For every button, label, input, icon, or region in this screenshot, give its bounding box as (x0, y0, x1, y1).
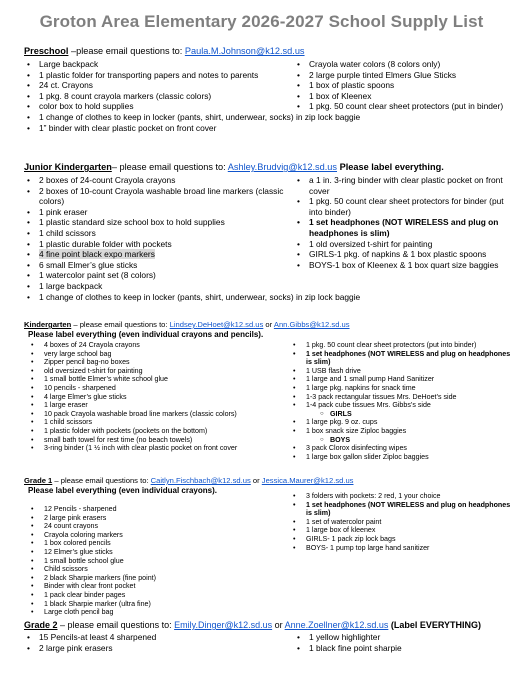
jk-email-link[interactable]: Ashley.Brudvig@k12.sd.us (227, 162, 338, 172)
page-title: Groton Area Elementary 2026-2027 School Supply List (39, 12, 484, 31)
g1-left-list (24, 505, 286, 617)
list-item: • 1 black fine point sharpie (294, 643, 509, 654)
list-item: • 1-4 pack cube tissues Mrs. Gibbs’s side (286, 401, 511, 410)
preschool-intro: –please email questions to: (68, 46, 185, 56)
kg-note: Please label everything (even individual crayons and pencils). (28, 330, 264, 339)
preschool-right-list (294, 59, 509, 112)
list-item: • color box to hold supplies (24, 101, 286, 112)
list-item: • Child scissors (24, 565, 286, 574)
list-item: • 4 large Elmer’s glue sticks (24, 393, 286, 402)
list-item: • 12 Elmer’s glue sticks (24, 548, 286, 557)
list-item: • GIRLS- 1 pack zip lock bags (286, 535, 511, 544)
list-item: • very large school bag (24, 350, 286, 359)
g2-email-link-1[interactable]: Emily.Dinger@k12.sd.us (174, 620, 273, 630)
g2-right-list (294, 632, 509, 653)
kg-header (24, 320, 350, 329)
g1-email-link-2[interactable]: Jessica.Maurer@k12.sd.us (261, 476, 354, 485)
kg-left-list (24, 341, 286, 453)
list-item: • 1 large box of kleenex (286, 526, 511, 535)
list-item: • 1 plastic durable folder with pockets (24, 239, 286, 250)
list-item: • 1 set headphones (NOT WIRELESS and plug on headphones is slim) (286, 501, 511, 518)
list-item: • 1 change of clothes to keep in locker (pants, shirt, underwear, socks) in zip lock baggie (24, 112, 499, 123)
list-item: • 24 ct. Crayons (24, 80, 286, 91)
list-item: • 1” binder with clear plastic pocket on front cover (24, 123, 499, 134)
list-item-sub: ○ BOYS (286, 436, 511, 445)
list-item: • 2 boxes of 24-count Crayola crayons (24, 175, 286, 186)
preschool-header (24, 46, 305, 56)
list-item: • 1 large and 1 small pump Hand Sanitizer (286, 375, 511, 384)
g2-left-list (24, 632, 286, 653)
list-item: • Large backpack (24, 59, 286, 70)
list-item: • 24 count crayons (24, 522, 286, 531)
g1-note: Please label everything (even individual crayons). (28, 486, 217, 495)
list-item: • 1 set headphones (NOT WIRELESS and plug on headphones is slim) (294, 217, 509, 238)
list-item: • 3 pack Clorox disinfecting wipes (286, 444, 511, 453)
preschool-email-link[interactable]: Paula.M.Johnson@k12.sd.us (184, 46, 305, 56)
list-item: • 12 Pencils - sharpened (24, 505, 286, 514)
list-item: • 1 pkg. 50 count clear sheet protectors (put into binder) (286, 341, 511, 350)
list-item: • 2 large purple tinted Elmers Glue Sticks (294, 70, 509, 81)
list-item: • small bath towel for rest time (no beach towels) (24, 436, 286, 445)
jk-right-list (294, 175, 509, 270)
list-item: • 3-ring binder (1 ½ inch with clear plastic pocket on front cover (24, 444, 286, 453)
list-item: • 1 box of plastic spoons (294, 80, 509, 91)
list-item: • 1 small bottle school glue (24, 557, 286, 566)
list-item: • 1 small bottle Elmer’s white school glue (24, 375, 286, 384)
kg-email-link-1[interactable]: Lindsey.DeHoet@k12.sd.us (169, 320, 264, 329)
list-item: • Binder with clear front pocket (24, 582, 286, 591)
list-item: • Crayola water colors (8 colors only) (294, 59, 509, 70)
list-item: • 1 pkg. 50 count clear sheet protectors for binder (put into binder) (294, 196, 509, 217)
kg-right-list (286, 341, 511, 461)
jk-left-list (24, 175, 361, 302)
list-item: • 1 plastic folder for transporting papers and notes to parents (24, 70, 286, 81)
list-item: • 1 USB flash drive (286, 367, 511, 376)
list-item: • 1 set headphones (NOT WIRELESS and plug on headphones is slim) (286, 350, 511, 367)
g1-heading: Grade 1 (24, 476, 53, 485)
list-item: • 1 box snack size Ziploc baggies (286, 427, 511, 436)
list-item: • 1 pkg. 8 count crayola markers (classic colors) (24, 91, 286, 102)
list-item: • GIRLS-1 pkg. of napkins & 1 box plastic spoons (294, 249, 509, 260)
g2-header (24, 620, 481, 630)
g2-or: or (272, 620, 285, 630)
list-item (24, 249, 286, 260)
jk-heading: Junior Kindergarten (24, 162, 112, 172)
highlighted-text: 4 fine point black expo markers (39, 249, 155, 260)
list-item: • 2 black Sharpie markers (fine point) (24, 574, 286, 583)
list-item: • 1 large pkg. 9 oz. cups (286, 418, 511, 427)
list-item: • 1 black Sharpie marker (ultra fine) (24, 600, 286, 609)
list-item: • 1 large eraser (24, 401, 286, 410)
g1-right-list (286, 492, 511, 552)
list-item: • 2 boxes of 10-count Crayola washable broad line markers (classic colors) (24, 186, 286, 207)
jk-intro: – please email questions to: (111, 162, 228, 172)
list-item: • 6 small Elmer’s glue sticks (24, 260, 286, 271)
g1-intro: – please email questions to: (52, 476, 151, 485)
list-item: • 1 large pkg. napkins for snack time (286, 384, 511, 393)
g1-or: or (250, 476, 262, 485)
list-item: • 10 pack Crayola washable broad line markers (classic colors) (24, 410, 286, 419)
kg-email-link-2[interactable]: Ann.Gibbs@k12.sd.us (273, 320, 350, 329)
list-item: • 1 pkg. 50 count clear sheet protectors (put in binder) (294, 101, 509, 112)
kg-or: or (263, 320, 274, 329)
list-item: • BOYS- 1 pump top large hand sanitizer (286, 544, 511, 553)
preschool-heading: Preschool (24, 46, 69, 56)
list-item: • 1 large box gallon slider Ziploc baggies (286, 453, 511, 462)
kg-heading: Kindergarten (24, 320, 72, 329)
list-item: • 1 yellow highlighter (294, 632, 509, 643)
g2-note: (Label EVERYTHING) (388, 620, 482, 630)
list-item: • 1 large backpack (24, 281, 286, 292)
list-item: • 1 change of clothes to keep in locker (pants, shirt, underwear, socks) in zip lock baggie (24, 292, 499, 303)
list-item: • 3 folders with pockets: 2 red, 1 your choice (286, 492, 511, 501)
list-item: • 1-3 pack rectangular tissues Mrs. DeHoet’s side (286, 393, 511, 402)
list-item: • 2 large pink erasers (24, 643, 286, 654)
list-item: • 1 pack clear binder pages (24, 591, 286, 600)
list-item: • 4 boxes of 24 Crayola crayons (24, 341, 286, 350)
list-item: • 1 watercolor paint set (8 colors) (24, 270, 286, 281)
list-item: • 1 box colored pencils (24, 539, 286, 548)
list-item: • 1 old oversized t-shirt for painting (294, 239, 509, 250)
list-item: • 10 pencils - sharpened (24, 384, 286, 393)
list-item: • 1 box of Kleenex (294, 91, 509, 102)
jk-header (24, 162, 444, 172)
g2-email-link-2[interactable]: Anne.Zoellner@k12.sd.us (284, 620, 389, 630)
list-item: • Large cloth pencil bag (24, 608, 286, 617)
kg-intro: – please email questions to: (71, 320, 170, 329)
g2-heading: Grade 2 (24, 620, 58, 630)
g2-intro: – please email questions to: (57, 620, 175, 630)
list-item-sub: ○ GIRLS (286, 410, 511, 419)
list-item: • 1 pink eraser (24, 207, 286, 218)
g1-header (24, 476, 353, 485)
list-item: • 1 child scissors (24, 418, 286, 427)
list-item: • 1 plastic standard size school box to hold supplies (24, 217, 286, 228)
list-item: • a 1 in. 3-ring binder with clear plastic pocket on front cover (294, 175, 509, 196)
list-item: • Crayola coloring markers (24, 531, 286, 540)
jk-note: Please label everything. (337, 162, 444, 172)
list-item: • Zipper pencil bag-no boxes (24, 358, 286, 367)
list-item: • BOYS-1 box of Kleenex & 1 box quart size baggies (294, 260, 509, 271)
list-item: • 1 plastic folder with pockets (pockets on the bottom) (24, 427, 286, 436)
list-item: • old oversized t-shirt for painting (24, 367, 286, 376)
list-item: • 15 Pencils-at least 4 sharpened (24, 632, 286, 643)
g1-email-link-1[interactable]: Caitlyn.Fischbach@k12.sd.us (150, 476, 251, 485)
list-item: • 2 large pink erasers (24, 514, 286, 523)
list-item: • 1 child scissors (24, 228, 286, 239)
list-item: • 1 set of watercolor paint (286, 518, 511, 527)
